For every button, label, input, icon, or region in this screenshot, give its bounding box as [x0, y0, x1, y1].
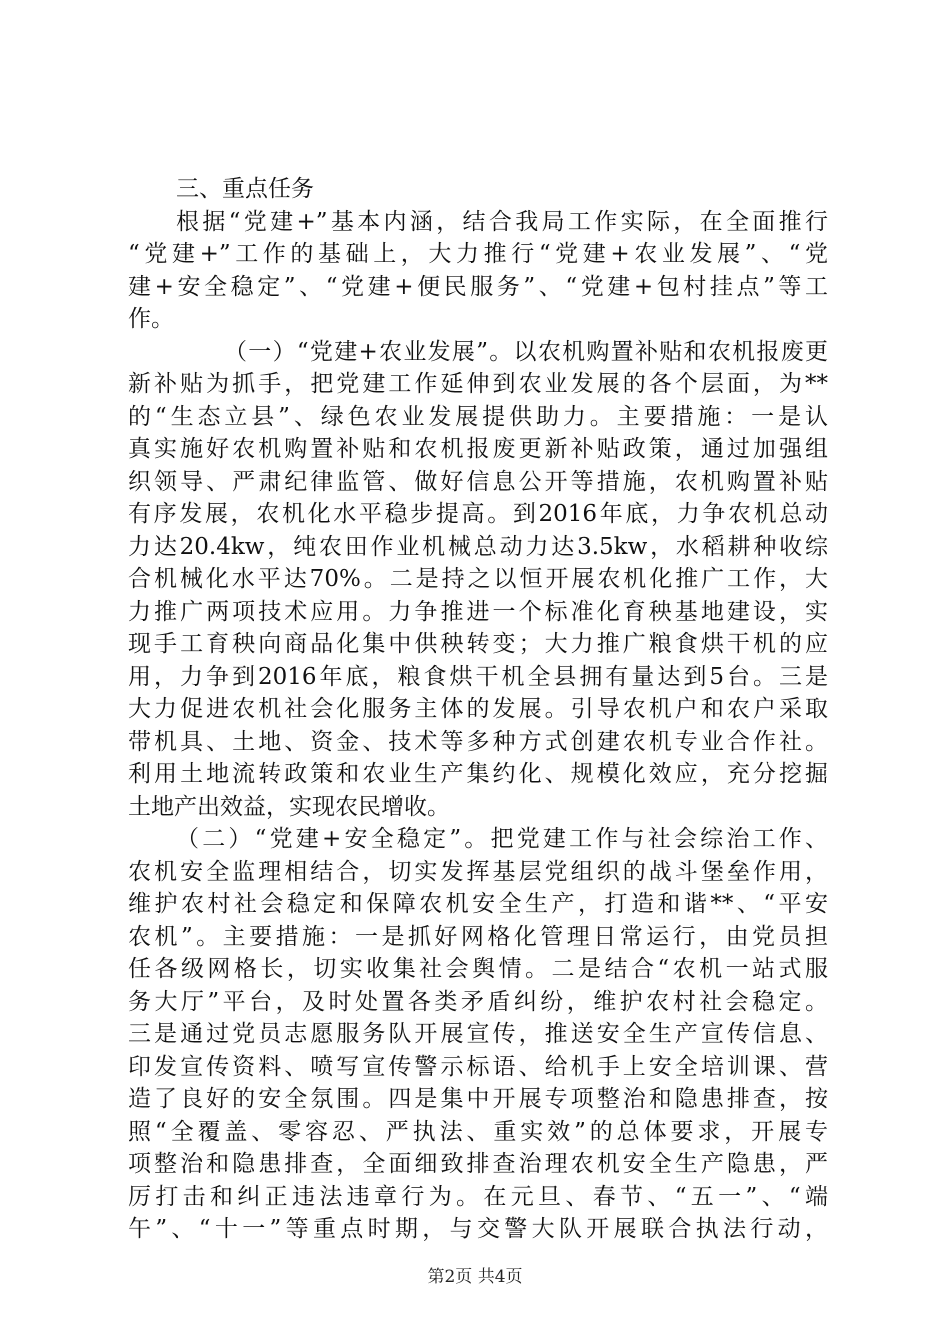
paragraph-line: （一）“党建+农业发展”。以农机购置补贴和农机报废更 — [224, 338, 828, 365]
paragraph-line: 三是通过党员志愿服务队开展宣传，推送安全生产宣传信息、 — [128, 1021, 828, 1047]
document-body — [128, 173, 828, 1246]
paragraph-line: 新补贴为抓手，把党建工作延伸到农业发展的各个层面，为** — [128, 371, 828, 397]
paragraph-line: 农机”。主要措施：一是抓好网格化管理日常运行，由党员担 — [128, 923, 828, 950]
paragraph-line: 印发宣传资料、喷写宣传警示标语、给机手上安全培训课、营 — [128, 1053, 828, 1080]
paragraph-line: 午”、“十一”等重点时期，与交警大队开展联合执法行动， — [128, 1216, 828, 1242]
page-number: 第2页 共4页 — [427, 1267, 523, 1287]
paragraph-line: 大力促进农机社会化服务主体的发展。引导农机户和农户采取 — [128, 696, 828, 722]
section-heading: 三、重点任务 — [176, 176, 314, 202]
paragraph-line: 厉打击和纠正违法违章行为。在元旦、春节、“五一”、“端 — [128, 1183, 828, 1210]
paragraph-line: 根据“党建+”基本内涵，结合我局工作实际，在全面推行 — [176, 208, 828, 235]
paragraph-line: 力达20.4kw，纯农田作业机械总动力达3.5kw，水稻耕种收综 — [128, 533, 828, 560]
paragraph-line: 农机安全监理相结合，切实发挥基层党组织的战斗堡垒作用， — [128, 858, 828, 885]
paragraph-line: 作。 — [128, 306, 174, 332]
paragraph-line: 照“全覆盖、零容忍、严执法、重实效”的总体要求，开展专 — [128, 1118, 828, 1145]
paragraph-line: “党建+”工作的基础上，大力推行“党建+农业发展”、“党 — [128, 241, 828, 267]
paragraph-line: 织领导、严肃纪律监管、做好信息公开等措施，农机购置补贴 — [128, 468, 828, 495]
paragraph-line: 建+安全稳定”、“党建+便民服务”、“党建+包村挂点”等工 — [128, 273, 828, 300]
paragraph-line: 务大厅”平台，及时处置各类矛盾纠纷，维护农村社会稳定。 — [128, 988, 828, 1015]
paragraph-line: 有序发展，农机化水平稳步提高。到2016年底，力争农机总动 — [128, 501, 828, 527]
paragraph-line: 用，力争到2016年底，粮食烘干机全县拥有量达到5台。三是 — [128, 663, 828, 690]
paragraph-line: 真实施好农机购置补贴和农机报废更新补贴政策，通过加强组 — [128, 436, 828, 462]
paragraph-line: 的“生态立县”、绿色农业发展提供助力。主要措施：一是认 — [128, 403, 828, 430]
paragraph-line: 带机具、土地、资金、技术等多种方式创建农机专业合作社。 — [128, 728, 828, 755]
paragraph-line: 合机械化水平达70%。二是持之以恒开展农机化推广工作，大 — [128, 566, 828, 592]
paragraph-line: 力推广两项技术应用。力争推进一个标准化育秧基地建设，实 — [128, 598, 828, 625]
paragraph-line: （二）“党建+安全稳定”。把党建工作与社会综治工作、 — [176, 826, 828, 852]
paragraph-line: 利用土地流转政策和农业生产集约化、规模化效应，充分挖掘 — [128, 761, 828, 787]
paragraph-line: 造了良好的安全氛围。四是集中开展专项整治和隐患排查，按 — [128, 1086, 828, 1112]
paragraph-line: 任各级网格长，切实收集社会舆情。二是结合“农机一站式服 — [128, 956, 828, 982]
paragraph-line: 维护农村社会稳定和保障农机安全生产，打造和谐**、“平安 — [128, 891, 828, 917]
paragraph-line: 土地产出效益，实现农民增收。 — [128, 793, 450, 820]
paragraph-line: 现手工育秧向商品化集中供秧转变；大力推广粮食烘干机的应 — [128, 631, 828, 657]
paragraph-line: 项整治和隐患排查，全面细致排查治理农机安全生产隐患，严 — [128, 1151, 828, 1177]
